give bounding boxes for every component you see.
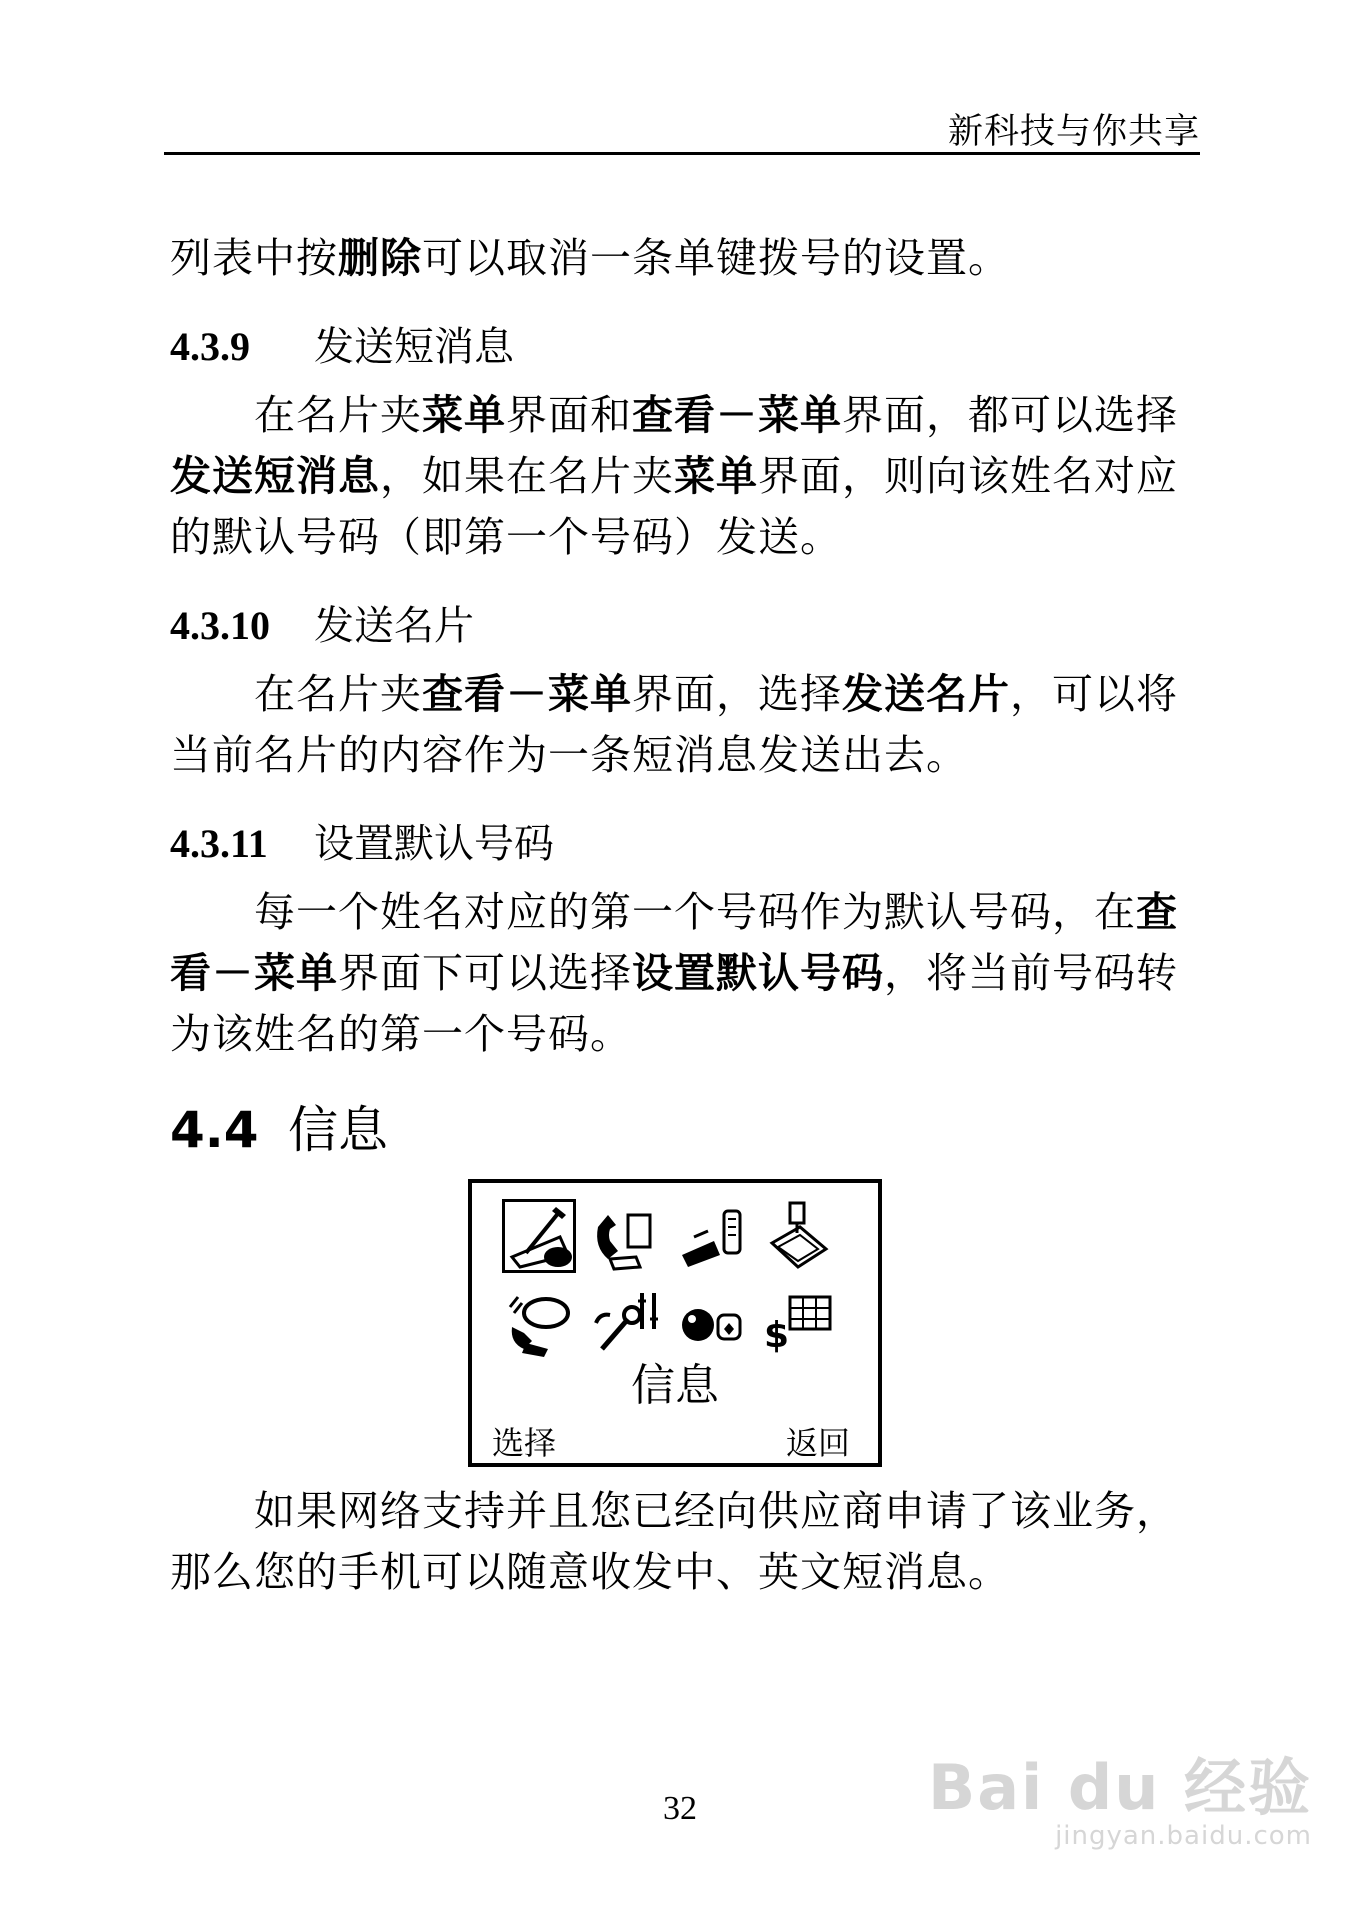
section-heading-4-3-9 [170,317,1198,377]
section-4-3-10-paragraph: 在名片夹查看－菜单界面，选择发送名片，可以将当前名片的内容作为一条短消息发送出去。 [170,670,1178,779]
page-number: 32 [663,1790,697,1827]
watermark-url: jingyan.baidu.com [1055,1821,1312,1851]
game-icon [674,1283,754,1365]
section-title: 设置默认号码 [314,821,554,867]
section-4-3-9-paragraph: 在名片夹菜单界面和查看－菜单界面，都可以选择发送短消息，如果在名片夹菜单界面，则向该姓名对应的默认号码（即第一个号码）发送。 [170,391,1178,561]
page-content [170,228,1198,1603]
settings-notebook-icon [760,1197,840,1279]
screen-title: 信息 [631,1360,719,1411]
message-pen-icon [502,1197,582,1279]
call-log-icon [674,1197,754,1279]
right-softkey-back[interactable]: 返回 [785,1424,850,1462]
section-number: 4.3.11 [170,821,268,866]
section-title: 发送短消息 [314,324,514,370]
section-number: 4.4 [170,1101,259,1159]
section-heading-4-3-11 [170,814,1198,874]
section-number: 4.3.9 [170,324,250,369]
section-heading-4-4 [170,1095,1198,1165]
price-grid-icon [760,1283,840,1365]
watermark-brand: Bai du 经验 [927,1751,1312,1824]
intro-paragraph: 列表中按删除可以取消一条单键拨号的设置。 [170,234,1010,282]
section-4-3-11-paragraph: 每一个姓名对应的第一个号码作为默认号码，在查看－菜单界面下可以选择设置默认号码，将当前号码转为该姓名的第一个号码。 [170,888,1178,1058]
left-softkey-select[interactable]: 选择 [492,1424,557,1462]
closing-paragraph: 如果网络支持并且您已经向供应商申请了该业务，那么您的手机可以随意收发中、英文短消息。 [170,1487,1178,1596]
menu-icon-grid [502,1197,852,1365]
running-header: 新科技与你共享 [947,112,1200,152]
phone-screen-illustration [468,1179,882,1467]
section-title: 发送名片 [314,603,474,649]
svg-text:$: $ [764,1315,790,1356]
tools-icon [588,1283,668,1365]
watermark [928,1738,1312,1851]
section-title: 信息 [288,1101,388,1159]
section-number: 4.3.10 [170,603,270,648]
header-rule [164,152,1200,155]
section-heading-4-3-10 [170,596,1198,656]
phone-contacts-icon [588,1197,668,1279]
phone-alert-icon [502,1283,582,1365]
